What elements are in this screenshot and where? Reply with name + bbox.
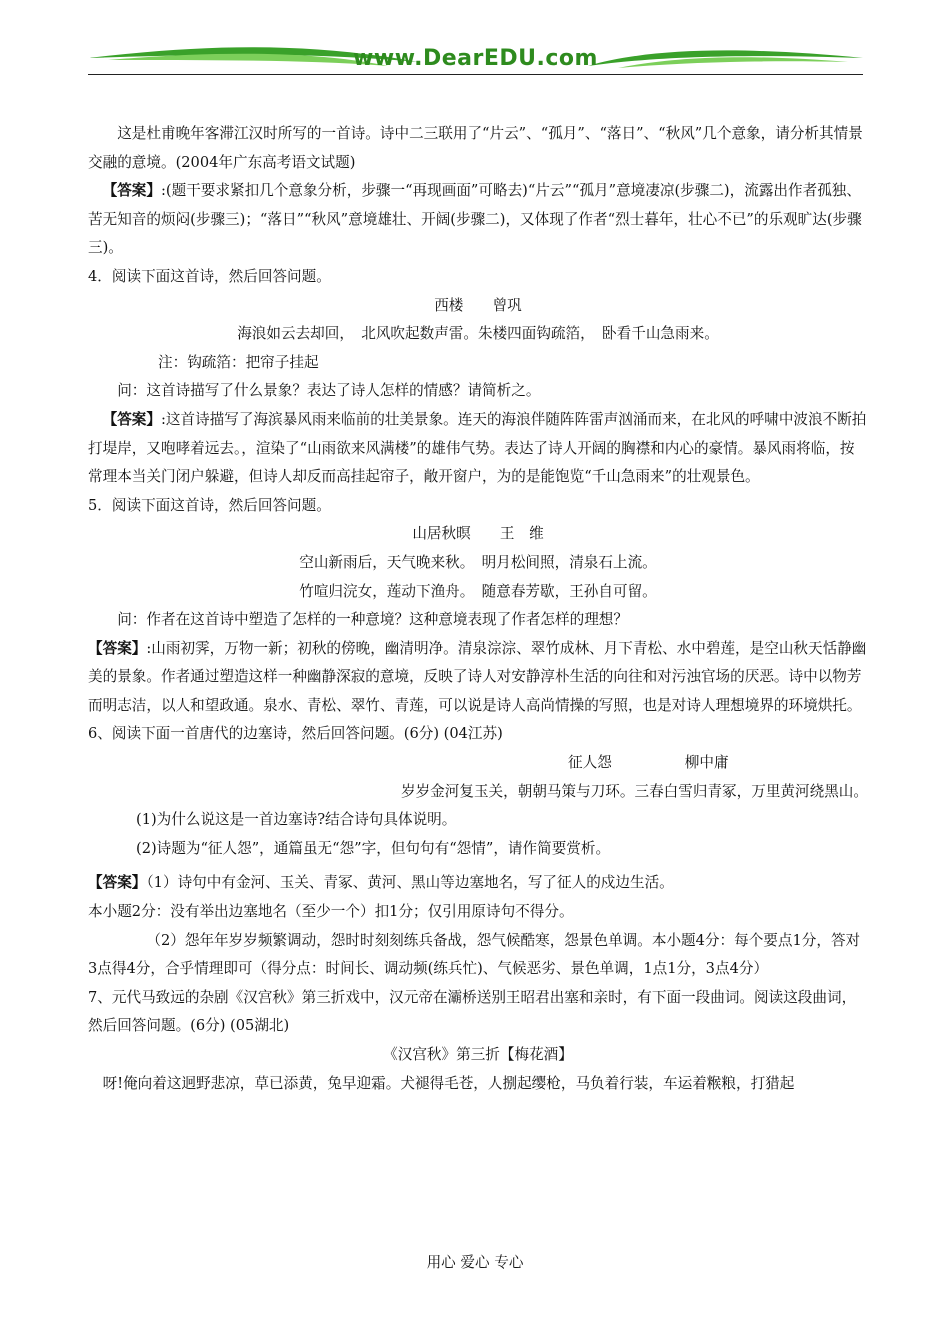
q6-title: 6、阅读下面一首唐代的边塞诗，然后回答问题。(6分) (04江苏) <box>88 725 503 743</box>
answer-label: 【答案】 <box>102 182 161 200</box>
q5-question: 问：作者在这首诗中塑造了怎样的一种意境？这种意境表现了作者怎样的理想？ <box>117 611 628 629</box>
q6-poem-line: 岁岁金河复玉关，朝朝马策与刀环。三春白雪归青冢，万里黄河绕黑山。 <box>400 782 868 800</box>
q4-note: 注：钩疏箔：把帘子挂起 <box>158 353 319 371</box>
q6-score-1: 本小题2分：没有举出边塞地名（至少一个）扣1分；仅引用原诗句不得分。 <box>88 903 574 921</box>
answer-label: 【答案】 <box>88 639 147 657</box>
site-logo-text[interactable]: www.DearEDU.com <box>353 46 598 71</box>
answer-label: 【答案】 <box>88 874 147 892</box>
q4-title: 4．阅读下面这首诗，然后回答问题。 <box>88 267 331 285</box>
document-body <box>88 120 868 1098</box>
q4-answer-text: :这首诗描写了海滨暴风雨来临前的壮美景象。连天的海浪伴随阵阵雷声汹涌而来，在北风的呼啸中波浪不断拍打堤岸，又咆哮着远去。，渲染了“山雨欲来风满楼”的雄伟气势。表达了诗人开阔的胸襟和内心的豪情。暴风雨将临，按常理本当关门闭户躲避，但诗人却反而高挂起帘子，敞开窗户，为的是能饱览“千山急雨来”的壮观景色。 <box>88 410 867 486</box>
page-footer: 用心 爱心 专心 <box>426 1254 524 1271</box>
q6-answer-1 <box>88 869 868 898</box>
q3-answer <box>88 177 868 263</box>
q6-subquestion-1: (1)为什么说这是一首边塞诗?结合诗句具体说明。 <box>136 811 457 829</box>
q7-text: 呀!俺向着这迥野悲凉，草已添黄，兔早迎霜。犬褪得毛苍，人捌起缨枪，马负着行装，车运着糇粮，打猎起 <box>102 1074 795 1092</box>
q5-title: 5．阅读下面这首诗，然后回答问题。 <box>88 496 331 514</box>
q4-question: 问：这首诗描写了什么景象？表达了诗人怎样的情感？请简析之。 <box>117 382 541 400</box>
q6-poem-title: 征人怨 柳中庸 <box>568 754 729 772</box>
header-divider <box>88 74 863 75</box>
q7-title: 7、元代马致远的杂剧《汉宫秋》第三折戏中，汉元帝在灞桥送别王昭君出塞和亲时，有下面一段曲词。阅读这段曲词，然后回答问题。(6分) (05湖北) <box>88 988 857 1035</box>
q5-answer <box>88 635 868 721</box>
q6-answer-2: （2）怨年年岁岁频繁调动，怨时时刻刻练兵备战，怨气候酷寒，怨景色单调。本小题4分：每个要点1分，答对3点得4分，合乎情理即可（得分点：时间长、调动频(练兵忙)、气候恶劣、景色单调，1点1分，3点4分） <box>88 931 861 978</box>
q4-poem-line: 海浪如云去却回， 北风吹起数声雷。朱楼四面钩疏箔， 卧看千山急雨来。 <box>237 325 719 343</box>
q5-poem-line-2: 竹喧归浣女，莲动下渔舟。 随意春芳歇，王孙自可留。 <box>299 582 657 600</box>
q4-poem-title: 西楼 曾巩 <box>434 296 522 314</box>
q6-answer-1-text: （1）诗句中有金河、玉关、青冢、黄河、黑山等边塞地名，写了征人的戍边生活。 <box>146 874 674 892</box>
q4-answer <box>88 406 868 492</box>
q5-answer-text: :山雨初霁，万物一新；初秋的傍晚，幽清明净。清泉淙淙、翠竹成林、月下青松、水中碧莲，是空山秋天恬静幽美的景象。作者通过塑造这样一种幽静深寂的意境，反映了诗人对安静淳朴生活的向往和对污浊官场的厌恶。诗中以物芳而明志洁，以人和望政通。泉水、青松、翠竹、青莲，可以说是诗人高尚情操的写照，也是对诗人理想境界的环境烘托。 <box>88 639 867 714</box>
q7-piece-title: 《汉宫秋》第三折【梅花酒】 <box>383 1046 573 1063</box>
q5-poem-line-1: 空山新雨后，天气晚来秋。 明月松间照，清泉石上流。 <box>299 553 657 571</box>
q5-poem-title: 山居秋暝 王 维 <box>412 525 544 543</box>
q6-subquestion-2: (2)诗题为“征人怨”，通篇虽无“怨”字，但句句有“怨情”，请作简要赏析。 <box>136 839 611 857</box>
q3-answer-text: :(题干要求紧扣几个意象分析，步骤一“再现画面”可略去)“片云”“孤月”意境凄凉(步骤二)，流露出作者孤独、苦无知音的烦闷(步骤三)；“落日”“秋风”意境雄壮、开阔(步骤二)，又体现了作者“烈士暮年，壮心不已”的乐观旷达(步骤三)。 <box>88 182 862 257</box>
q3-question: 这是杜甫晚年客滞江汉时所写的一首诗。诗中二三联用了“片云”、“孤月”、“落日”、“秋风”几个意象，请分析其情景交融的意境。(2004年广东高考语文试题) <box>88 125 863 171</box>
answer-label: 【答案】 <box>102 410 161 428</box>
